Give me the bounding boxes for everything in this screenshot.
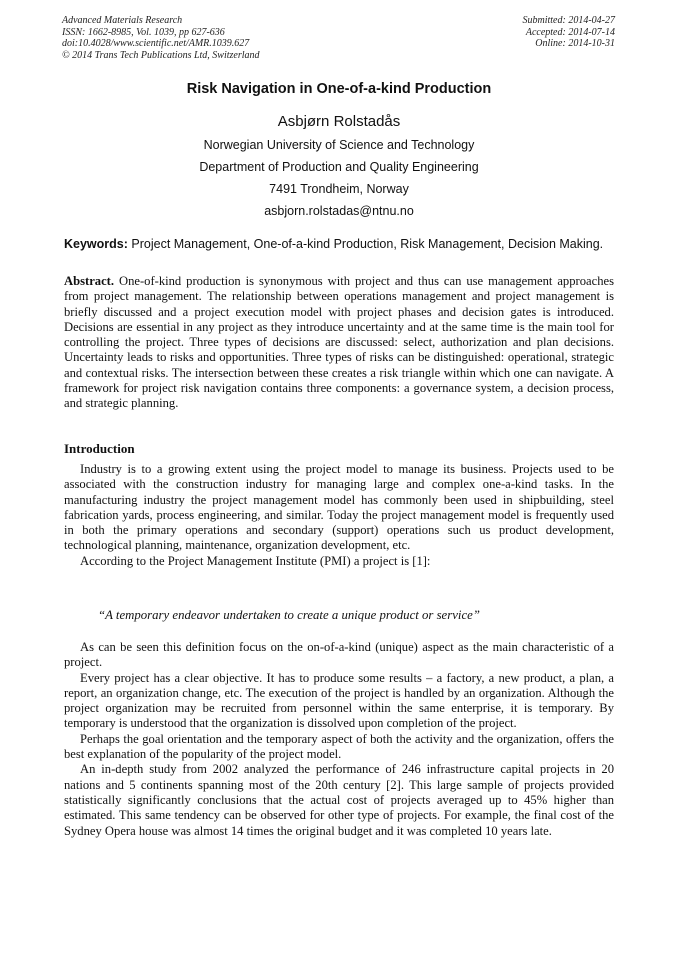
paragraph-2: According to the Project Management Institute (PMI) a project is [1]: — [80, 553, 431, 568]
paper-title: Risk Navigation in One-of-a-kind Production — [186, 81, 492, 97]
intro-block-2 — [64, 640, 614, 839]
author-name: Asbjørn Rolstadås — [277, 113, 401, 130]
journal-copyright: © 2014 Trans Tech Publications Ltd, Switzerland — [62, 49, 260, 61]
journal-issn: ISSN: 1662-8985, Vol. 1039, pp 627-636 — [62, 26, 225, 38]
keywords-label: Keywords: — [64, 237, 128, 251]
introduction-heading-wrap — [64, 441, 614, 457]
affiliation-email: asbjorn.rolstadas@ntnu.no — [264, 204, 414, 218]
definition-quote: “A temporary endeavor undertaken to create a unique product or service” — [98, 608, 480, 622]
journal-name: Advanced Materials Research — [62, 15, 183, 26]
accepted-date: Accepted: 2014-07-14 — [525, 26, 615, 38]
keywords — [64, 237, 624, 251]
paragraph-4: Every project has a clear objective. It has to produce some results – a factory, a new product, a plan, a report, an organization change, etc. The execution of the project is handled by an organization. Although the project organization may be recruited from personnel within the same enterprise, it is temporary. By temporary is understood that the organization is dissolved upon completion of the project. — [64, 670, 614, 731]
abstract — [64, 274, 614, 412]
journal-doi: doi:10.4028/www.scientific.net/AMR.1039.627 — [62, 38, 250, 49]
affiliation-address: 7491 Trondheim, Norway — [269, 182, 409, 196]
affiliation-university: Norwegian University of Science and Technology — [203, 138, 475, 152]
definition-quote-wrap — [98, 608, 618, 623]
submitted-date: Submitted: 2014-04-27 — [522, 15, 615, 26]
paragraph-6: An in-depth study from 2002 analyzed the performance of 246 infrastructure capital projects in 20 nations and 5 continents spanning most of the 20th century [2]. This large sample of projects provided statistically significantly conclusions that the actual cost of projects averaged up to 45% higher than estimated. This same tendency can be observed for other type of projects. For example, the final cost of the Sydney Opera house was almost 14 times the original budget and it was completed 10 years late. — [64, 762, 614, 838]
intro-block-1 — [64, 462, 614, 569]
abstract-text: One-of-kind production is synonymous with project and thus can use management approaches from project management. The relationship between operations management and project management is briefly discussed and a project execution model with project phases and decision gates is introduced. Decisions are essential in any project as they introduce uncertainty and at the same time is the main tool for controlling the project. Three types of decisions are discussed: select, authorization and plan decisions. Uncertainty leads to risks and opportunities. Three types of risks can be distinguished: operational, strategic and contextual risks. The intersection between these creates a risk triangle within which one can navigate. A framework for project risk navigation contains three components: a governance system, a decision process, and strategic planning. — [64, 274, 614, 411]
section-heading-introduction: Introduction — [64, 441, 135, 456]
keywords-text: Project Management, One-of-a-kind Production, Risk Management, Decision Making. — [131, 237, 604, 251]
dates-header — [523, 15, 616, 50]
online-date: Online: 2014-10-31 — [535, 38, 615, 49]
journal-header — [62, 15, 260, 61]
paragraph-3: As can be seen this definition focus on the on-of-a-kind (unique) aspect as the main characteristic of a project. — [64, 640, 614, 670]
paragraph-1: Industry is to a growing extent using the project model to manage its business. Projects used to be associated with the construction industry for managing large and complex one-a-kind tasks. In the manufacturing industry the project management model has commonly been used in shipbuilding, steel fabrication yards, process engineering, and similar. Today the project management model is frequently used in both the primary operations and secondary (support) operations such us product development, technological planning, maintenance, organization development, etc. — [64, 462, 614, 553]
affiliation-department: Department of Production and Quality Engineering — [199, 160, 479, 174]
paragraph-5: Perhaps the goal orientation and the temporary aspect of both the activity and the organization, offers the best explanation of the popularity of the project model. — [64, 731, 614, 762]
abstract-label: Abstract. — [64, 274, 115, 288]
